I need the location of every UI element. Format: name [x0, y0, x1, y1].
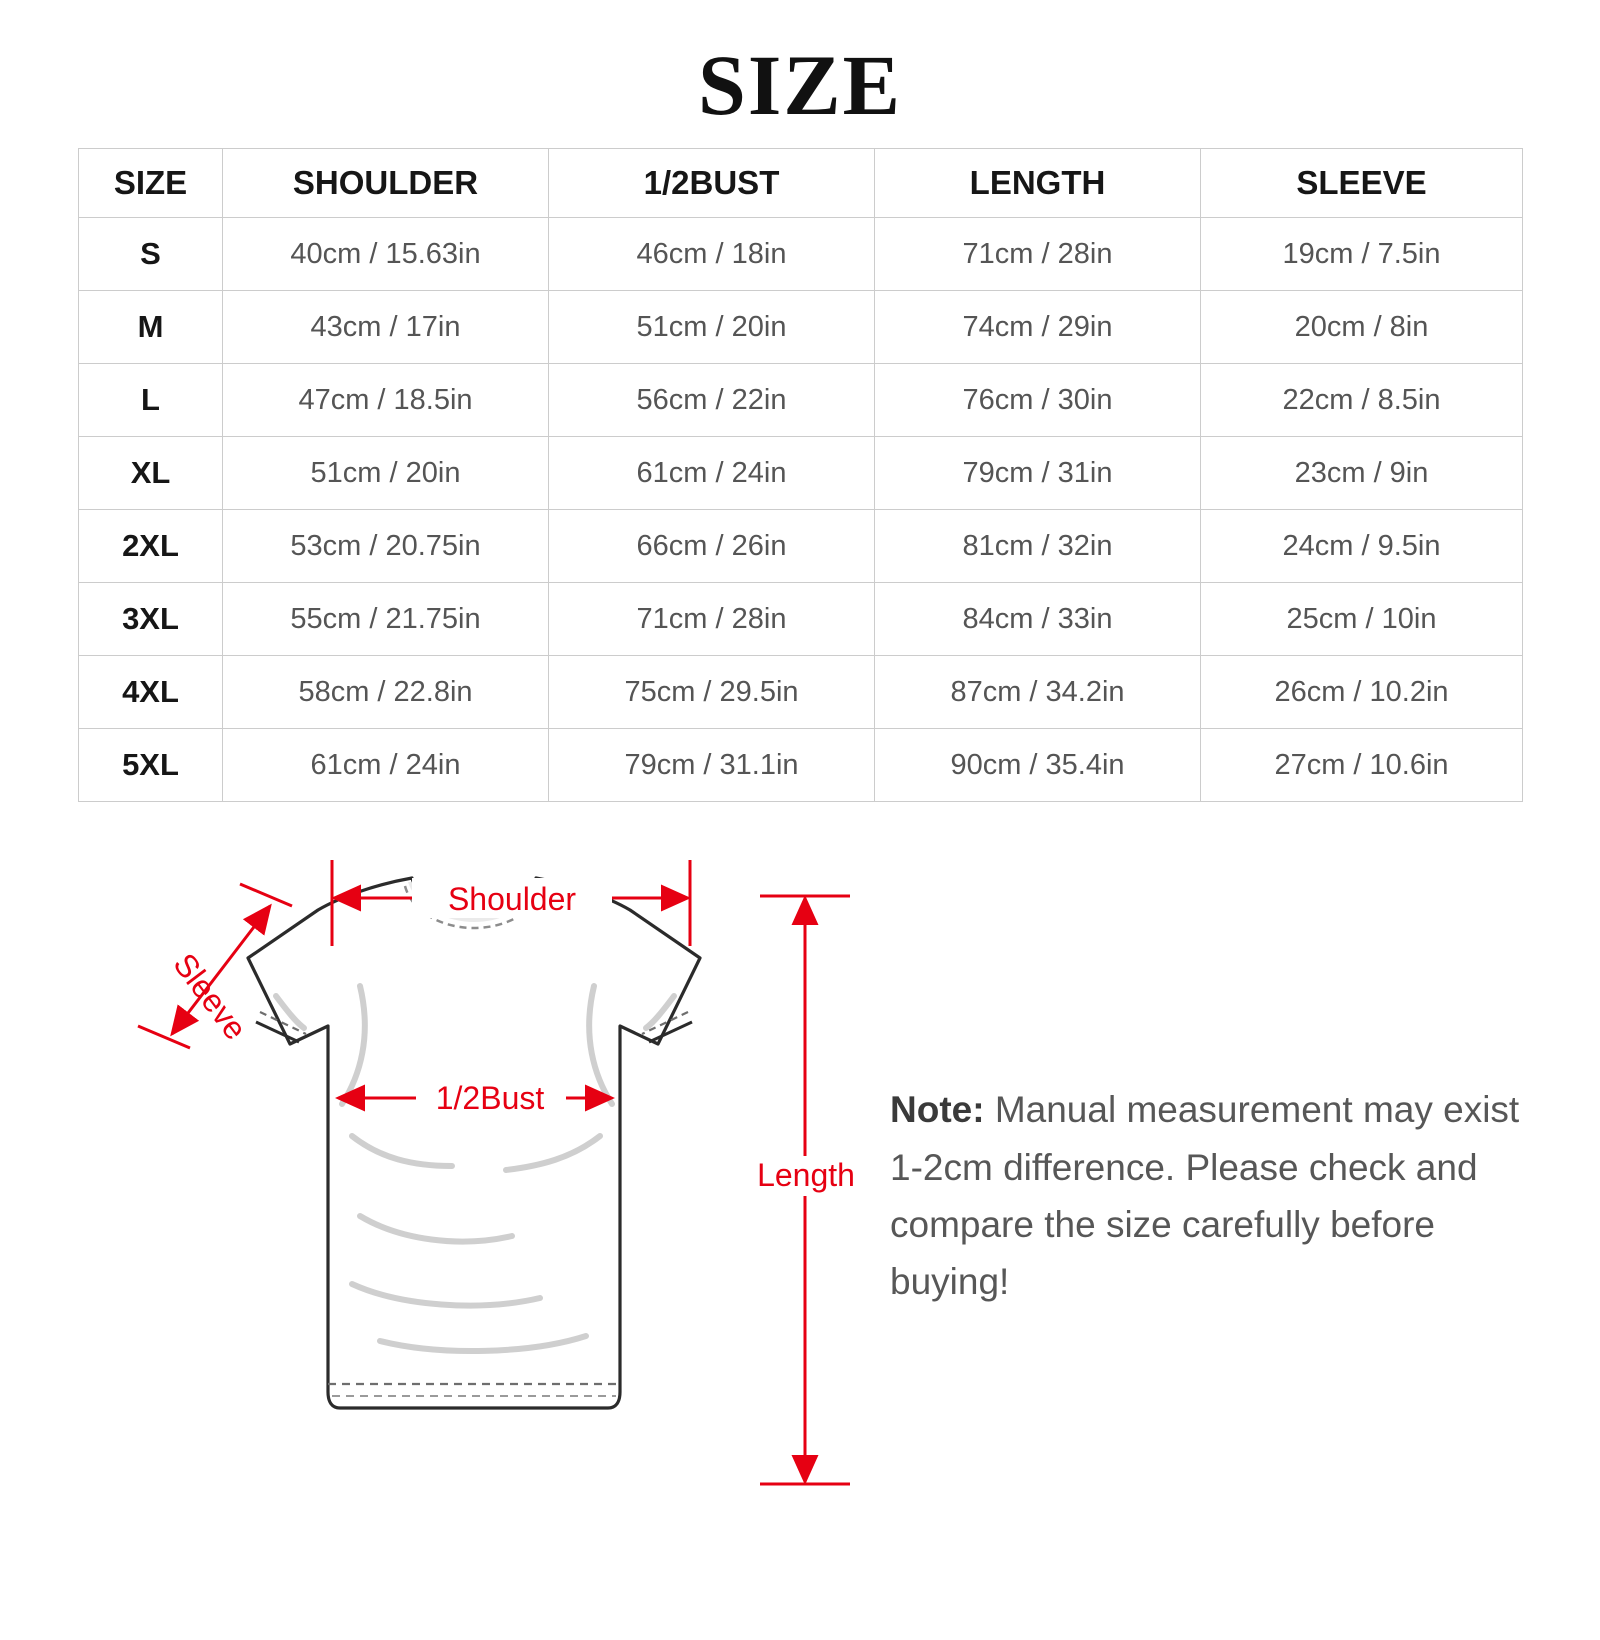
page-title: SIZE [697, 37, 903, 133]
cell-size: M [79, 291, 223, 364]
cell-size: 2XL [79, 510, 223, 583]
cell-shoulder: 40cm / 15.63in [223, 218, 549, 291]
cell-bust: 56cm / 22in [549, 364, 875, 437]
cell-length: 87cm / 34.2in [875, 656, 1201, 729]
cell-bust: 66cm / 26in [549, 510, 875, 583]
table-row [79, 364, 1523, 437]
size-chart-container [78, 148, 1522, 802]
cell-bust: 46cm / 18in [549, 218, 875, 291]
cell-bust: 51cm / 20in [549, 291, 875, 364]
cell-sleeve: 27cm / 10.6in [1201, 729, 1523, 802]
cell-size: 3XL [79, 583, 223, 656]
cell-size: S [79, 218, 223, 291]
cell-size: 4XL [79, 656, 223, 729]
table-row [79, 218, 1523, 291]
tshirt-outline-graphic [248, 878, 700, 1408]
cell-shoulder: 47cm / 18.5in [223, 364, 549, 437]
note-text: Manual measurement may exist 1-2cm difference. Please check and compare the size carefully before buying! [890, 1089, 1520, 1303]
cell-length: 76cm / 30in [875, 364, 1201, 437]
cell-sleeve: 24cm / 9.5in [1201, 510, 1523, 583]
column-header-length: LENGTH [875, 149, 1201, 218]
cell-size: L [79, 364, 223, 437]
cell-sleeve: 23cm / 9in [1201, 437, 1523, 510]
column-header-size: SIZE [79, 149, 223, 218]
column-header-shoulder: SHOULDER [223, 149, 549, 218]
cell-bust: 75cm / 29.5in [549, 656, 875, 729]
cell-size: XL [79, 437, 223, 510]
table-row [79, 729, 1523, 802]
cell-shoulder: 53cm / 20.75in [223, 510, 549, 583]
cell-sleeve: 25cm / 10in [1201, 583, 1523, 656]
table-row [79, 656, 1523, 729]
table-row [79, 437, 1523, 510]
cell-bust: 71cm / 28in [549, 583, 875, 656]
cell-shoulder: 43cm / 17in [223, 291, 549, 364]
cell-shoulder: 58cm / 22.8in [223, 656, 549, 729]
label-bust: 1/2Bust [435, 1080, 545, 1117]
size-chart-table [78, 148, 1523, 802]
cell-length: 71cm / 28in [875, 218, 1201, 291]
table-header-row [79, 149, 1523, 218]
measurement-illustration-section [0, 836, 1600, 1576]
cell-length: 74cm / 29in [875, 291, 1201, 364]
cell-shoulder: 61cm / 24in [223, 729, 549, 802]
cell-length: 79cm / 31in [875, 437, 1201, 510]
cell-length: 84cm / 33in [875, 583, 1201, 656]
table-row [79, 583, 1523, 656]
cell-sleeve: 22cm / 8.5in [1201, 364, 1523, 437]
tshirt-measurement-diagram [60, 836, 890, 1566]
table-row [79, 510, 1523, 583]
cell-shoulder: 51cm / 20in [223, 437, 549, 510]
note-label: Note: [890, 1089, 985, 1131]
cell-sleeve: 20cm / 8in [1201, 291, 1523, 364]
label-length: Length [757, 1157, 855, 1194]
column-header-bust: 1/2BUST [549, 149, 875, 218]
label-shoulder: Shoulder [447, 881, 577, 918]
cell-shoulder: 55cm / 21.75in [223, 583, 549, 656]
column-header-sleeve: SLEEVE [1201, 149, 1523, 218]
cell-length: 90cm / 35.4in [875, 729, 1201, 802]
cell-sleeve: 26cm / 10.2in [1201, 656, 1523, 729]
table-row [79, 291, 1523, 364]
cell-bust: 61cm / 24in [549, 437, 875, 510]
label-sleeve: Sleeve [166, 946, 255, 1047]
cell-bust: 79cm / 31.1in [549, 729, 875, 802]
cell-sleeve: 19cm / 7.5in [1201, 218, 1523, 291]
cell-length: 81cm / 32in [875, 510, 1201, 583]
note-block [890, 1081, 1530, 1310]
cell-size: 5XL [79, 729, 223, 802]
